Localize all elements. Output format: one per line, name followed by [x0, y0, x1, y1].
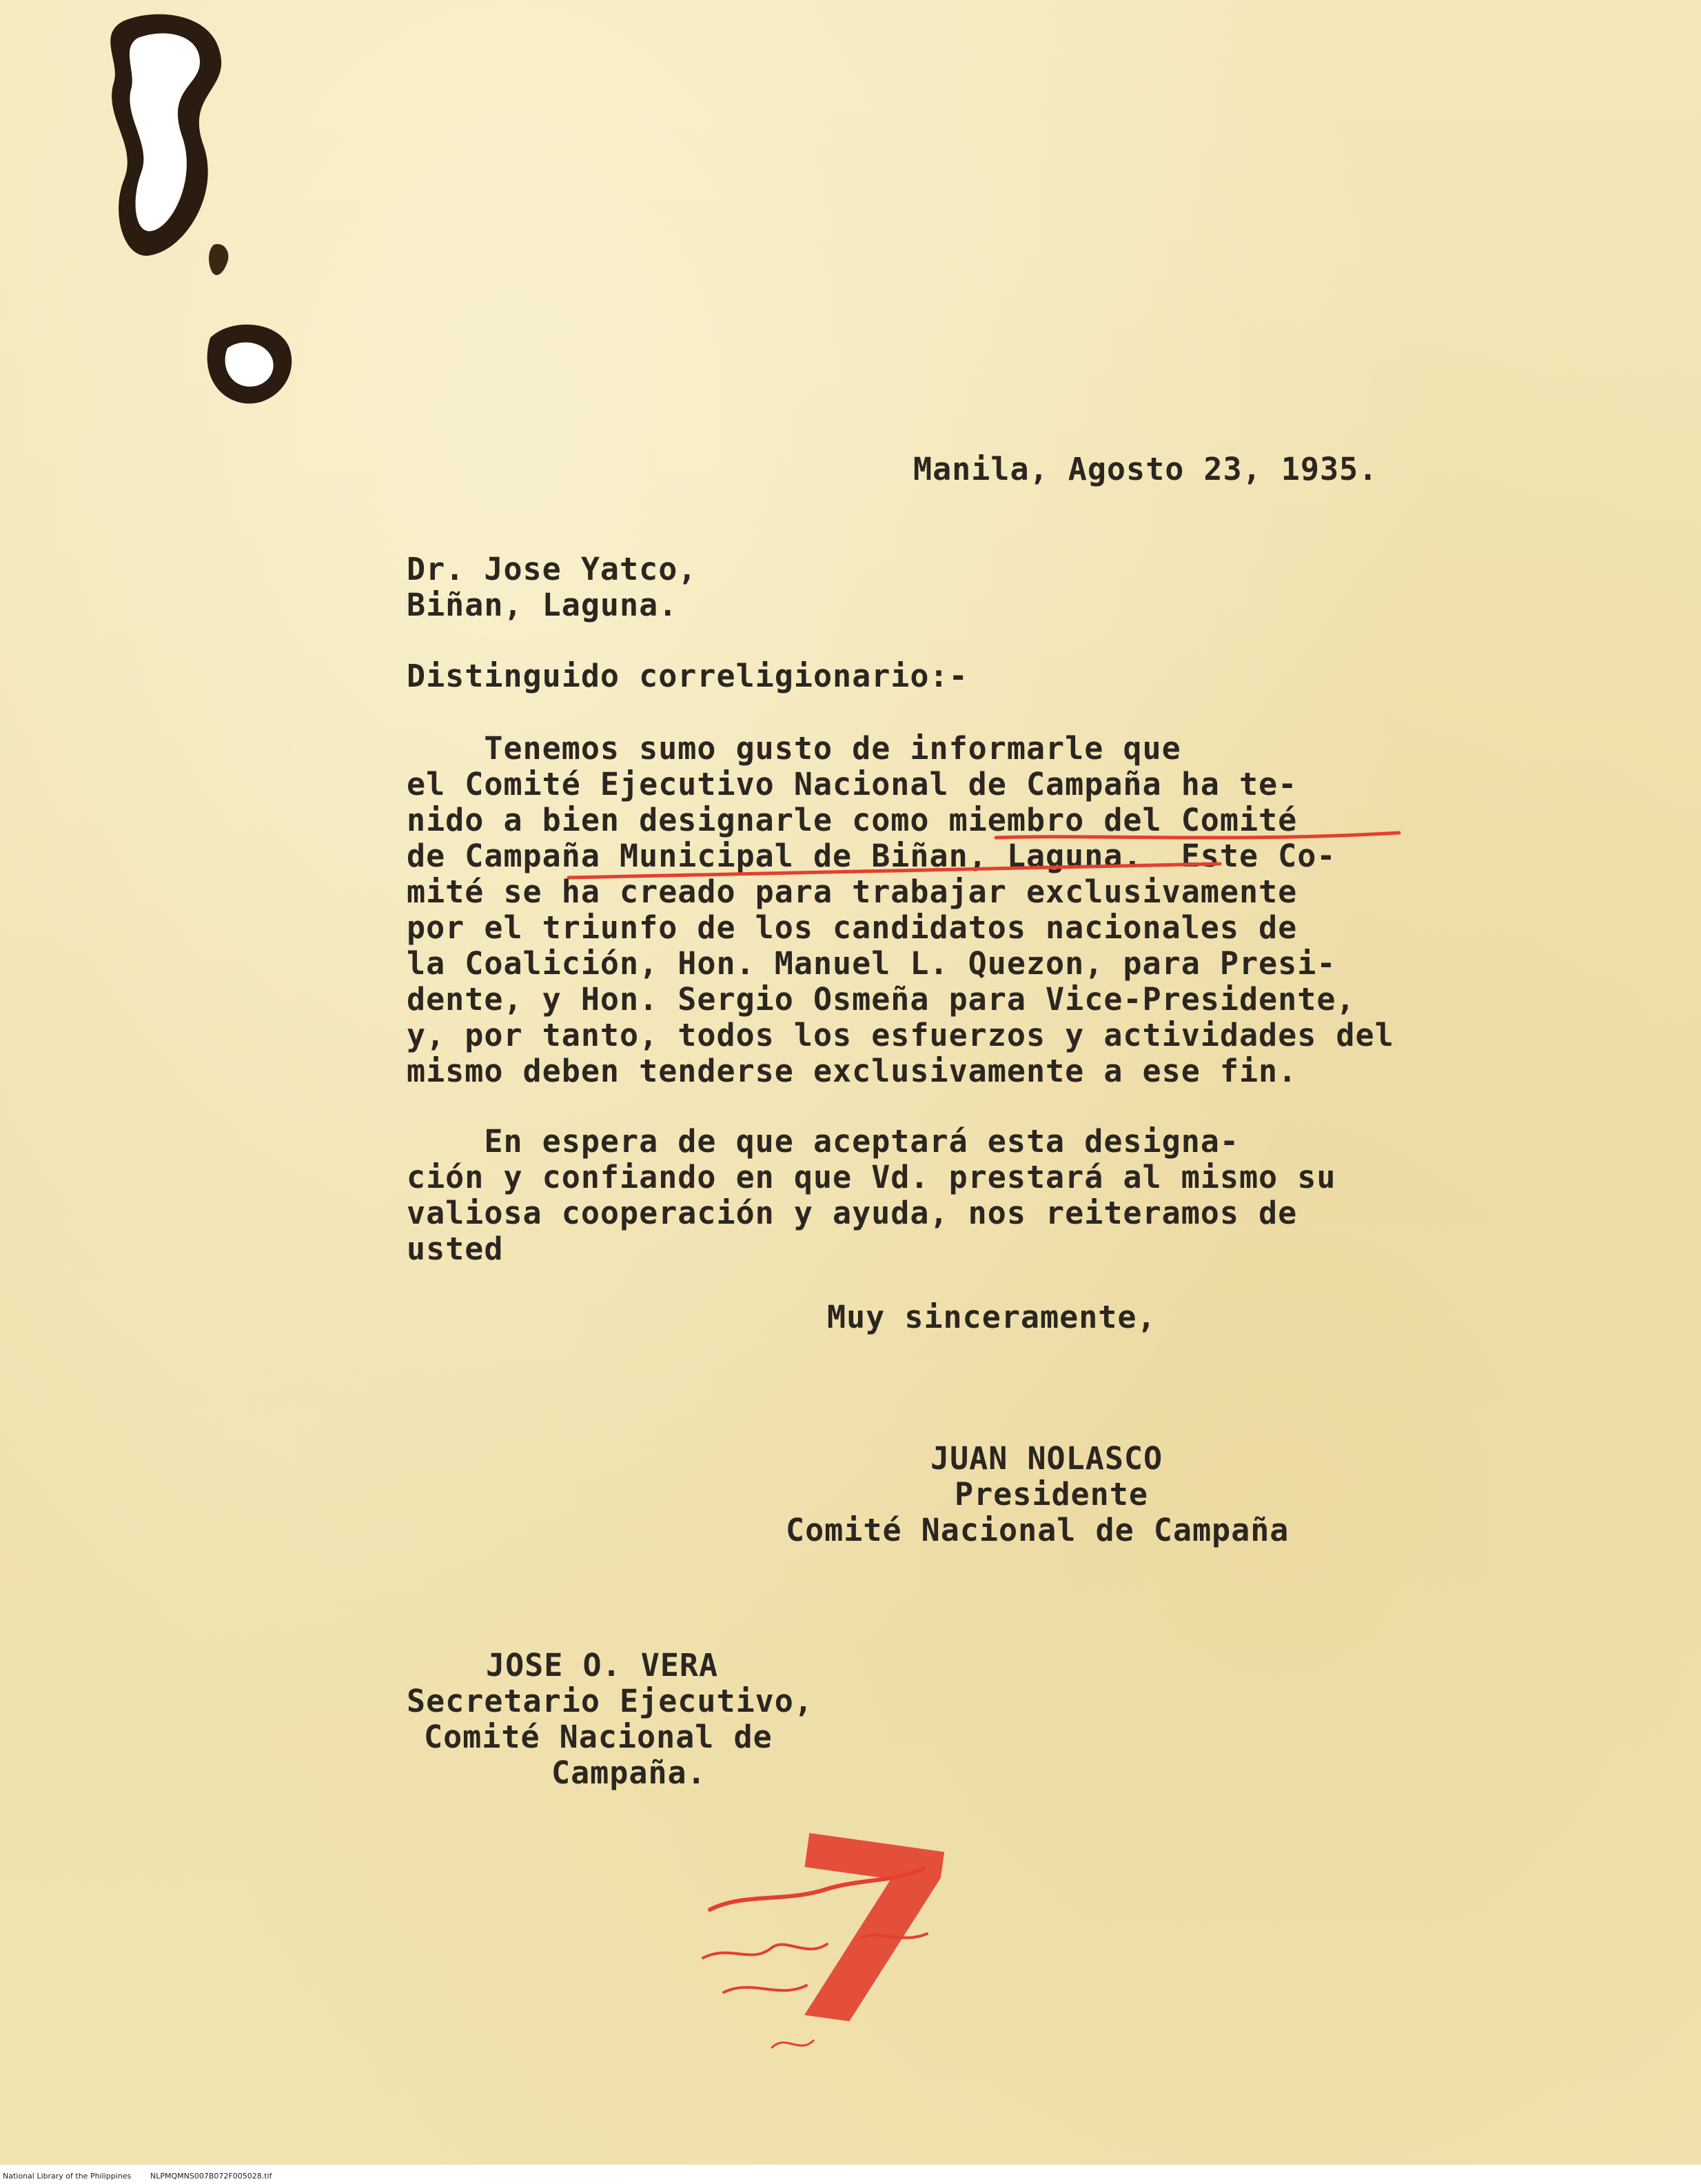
secretary-org: Comité Nacional de	[424, 1719, 773, 1755]
salutation: Distinguido correligionario:-	[407, 658, 968, 694]
paragraph-line: el Comité Ejecutivo Nacional de Campaña ha te-	[407, 766, 1298, 802]
red-underline-2	[565, 860, 1227, 888]
footer-file-id: NLPMQMNS007B072F005028.tif	[150, 2172, 272, 2181]
paragraph-line: Tenemos sumo gusto de informarle que	[407, 730, 1181, 767]
secretary-title: Secretario Ejecutivo,	[407, 1683, 813, 1719]
paragraph-line: mismo deben tenderse exclusivamente a ese fin.	[407, 1053, 1298, 1089]
red-underline-1	[992, 827, 1406, 848]
signatory-name: JUAN NOLASCO	[930, 1440, 1163, 1477]
signatory-title: Presidente	[955, 1476, 1148, 1513]
burn-mark	[207, 241, 234, 283]
signatory-org: Comité Nacional de Campaña	[786, 1512, 1290, 1548]
page-number: 7	[760, 1781, 971, 2092]
secretary-name: JOSE O. VERA	[486, 1647, 719, 1684]
paragraph-line: valiosa cooperación y ayuda, nos reiteramos de	[407, 1195, 1298, 1231]
footer-library: National Library of the Philippines	[3, 2172, 132, 2181]
page-number-annotation	[689, 1781, 971, 2123]
paragraph-line: dente, y Hon. Sergio Osmeña para Vice-Presidente,	[407, 981, 1356, 1018]
dateline: Manila, Agosto 23, 1935.	[913, 451, 1378, 487]
secretary-org-cont: Campaña.	[551, 1755, 706, 1791]
paragraph-line: nido a bien designarle como miembro del Comité	[407, 802, 1298, 838]
paragraph-line: por el triunfo de los candidatos nacionales de	[407, 909, 1298, 946]
paragraph-line: de Campaña Municipal de Biñan, Laguna. Este Co-	[407, 838, 1336, 874]
paragraph-line: mité se ha creado para trabajar exclusivamente	[407, 873, 1298, 910]
paragraph-line: ción y confiando en que Vd. prestará al mismo su	[407, 1159, 1336, 1195]
addressee-place: Biñan, Laguna.	[407, 587, 678, 623]
burn-hole-small	[196, 310, 300, 414]
burn-hole-large	[83, 7, 234, 269]
paragraph-line: usted	[407, 1231, 504, 1267]
paragraph-line: y, por tanto, todos los esfuerzos y actividades del	[407, 1017, 1394, 1053]
paragraph-line: la Coalición, Hon. Manuel L. Quezon, para Presi-	[407, 945, 1336, 982]
closing: Muy sinceramente,	[827, 1299, 1157, 1335]
addressee-name: Dr. Jose Yatco,	[407, 551, 697, 587]
paragraph-line: En espera de que aceptará esta designa-	[407, 1123, 1239, 1160]
